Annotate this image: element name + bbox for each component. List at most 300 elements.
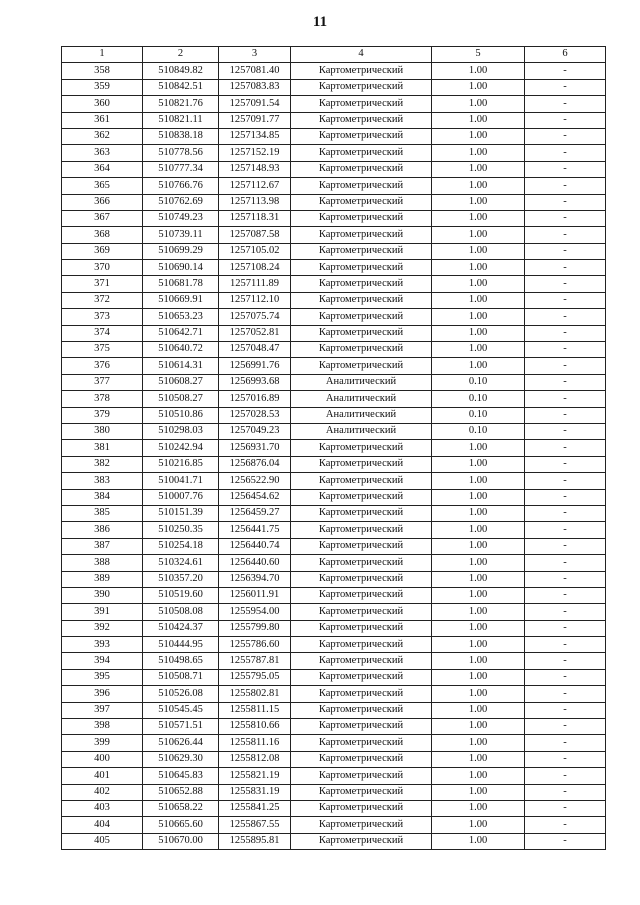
y-coordinate-cell: 1257016.89 [219,391,291,407]
point-number-cell: 402 [62,784,143,800]
description-cell: - [525,96,606,112]
accuracy-cell: 1.00 [432,538,525,554]
y-coordinate-cell: 1257087.58 [219,227,291,243]
table-row [62,178,606,194]
x-coordinate-cell: 510510.86 [143,407,219,423]
x-coordinate-cell: 510250.35 [143,522,219,538]
x-coordinate-cell: 510508.08 [143,604,219,620]
table-row [62,145,606,161]
table-body [62,63,606,850]
x-coordinate-cell: 510629.30 [143,751,219,767]
point-number-cell: 369 [62,243,143,259]
x-coordinate-cell: 510526.08 [143,686,219,702]
method-cell: Картометрический [291,800,432,816]
x-coordinate-cell: 510216.85 [143,456,219,472]
method-cell: Картометрический [291,653,432,669]
point-number-cell: 371 [62,276,143,292]
x-coordinate-cell: 510357.20 [143,571,219,587]
table-row [62,358,606,374]
method-cell: Картометрический [291,768,432,784]
accuracy-cell: 1.00 [432,178,525,194]
method-cell: Картометрический [291,719,432,735]
table-row [62,391,606,407]
point-number-cell: 358 [62,63,143,79]
accuracy-cell: 1.00 [432,128,525,144]
y-coordinate-cell: 1255787.81 [219,653,291,669]
x-coordinate-cell: 510298.03 [143,423,219,439]
table-row [62,473,606,489]
method-cell: Картометрический [291,260,432,276]
x-coordinate-cell: 510777.34 [143,161,219,177]
point-number-cell: 403 [62,800,143,816]
table-row [62,243,606,259]
method-cell: Картометрический [291,440,432,456]
point-number-cell: 360 [62,96,143,112]
point-number-cell: 405 [62,833,143,849]
accuracy-cell: 1.00 [432,342,525,358]
accuracy-cell: 0.10 [432,374,525,390]
accuracy-cell: 1.00 [432,456,525,472]
table-row [62,194,606,210]
table-row [62,587,606,603]
description-cell: - [525,719,606,735]
method-cell: Картометрический [291,833,432,849]
accuracy-cell: 1.00 [432,817,525,833]
table-row [62,800,606,816]
table-row [62,538,606,554]
y-coordinate-cell: 1255831.19 [219,784,291,800]
x-coordinate-cell: 510778.56 [143,145,219,161]
table-row [62,342,606,358]
accuracy-cell: 1.00 [432,325,525,341]
y-coordinate-cell: 1256440.74 [219,538,291,554]
table-row [62,79,606,95]
accuracy-cell: 0.10 [432,423,525,439]
table-row [62,768,606,784]
accuracy-cell: 1.00 [432,784,525,800]
method-cell: Картометрический [291,309,432,325]
method-cell: Картометрический [291,571,432,587]
accuracy-cell: 1.00 [432,620,525,636]
description-cell: - [525,128,606,144]
description-cell: - [525,456,606,472]
table-row [62,161,606,177]
y-coordinate-cell: 1257081.40 [219,63,291,79]
description-cell: - [525,440,606,456]
y-coordinate-cell: 1256876.04 [219,456,291,472]
point-number-cell: 385 [62,505,143,521]
y-coordinate-cell: 1255895.81 [219,833,291,849]
method-cell: Картометрический [291,325,432,341]
point-number-cell: 379 [62,407,143,423]
point-number-cell: 362 [62,128,143,144]
table-row [62,784,606,800]
x-coordinate-cell: 510652.88 [143,784,219,800]
accuracy-cell: 1.00 [432,79,525,95]
accuracy-cell: 1.00 [432,653,525,669]
accuracy-cell: 1.00 [432,473,525,489]
accuracy-cell: 1.00 [432,260,525,276]
x-coordinate-cell: 510842.51 [143,79,219,95]
y-coordinate-cell: 1257105.02 [219,243,291,259]
point-number-cell: 399 [62,735,143,751]
description-cell: - [525,669,606,685]
x-coordinate-cell: 510766.76 [143,178,219,194]
description-cell: - [525,194,606,210]
x-coordinate-cell: 510608.27 [143,374,219,390]
point-number-cell: 391 [62,604,143,620]
table-row [62,309,606,325]
description-cell: - [525,309,606,325]
point-number-cell: 376 [62,358,143,374]
y-coordinate-cell: 1257108.24 [219,260,291,276]
column-header: 5 [432,47,525,63]
table-row [62,440,606,456]
method-cell: Картометрический [291,276,432,292]
y-coordinate-cell: 1257113.98 [219,194,291,210]
x-coordinate-cell: 510681.78 [143,276,219,292]
accuracy-cell: 1.00 [432,161,525,177]
x-coordinate-cell: 510571.51 [143,719,219,735]
point-number-cell: 374 [62,325,143,341]
method-cell: Картометрический [291,227,432,243]
x-coordinate-cell: 510626.44 [143,735,219,751]
column-header: 3 [219,47,291,63]
y-coordinate-cell: 1257083.83 [219,79,291,95]
description-cell: - [525,145,606,161]
description-cell: - [525,522,606,538]
x-coordinate-cell: 510498.65 [143,653,219,669]
description-cell: - [525,178,606,194]
point-number-cell: 398 [62,719,143,735]
point-number-cell: 382 [62,456,143,472]
column-header: 2 [143,47,219,63]
description-cell: - [525,833,606,849]
description-cell: - [525,489,606,505]
x-coordinate-cell: 510849.82 [143,63,219,79]
x-coordinate-cell: 510640.72 [143,342,219,358]
accuracy-cell: 1.00 [432,276,525,292]
method-cell: Картометрический [291,751,432,767]
method-cell: Картометрический [291,194,432,210]
x-coordinate-cell: 510669.91 [143,292,219,308]
accuracy-cell: 1.00 [432,555,525,571]
table-row [62,751,606,767]
y-coordinate-cell: 1255810.66 [219,719,291,735]
y-coordinate-cell: 1255867.55 [219,817,291,833]
point-number-cell: 401 [62,768,143,784]
x-coordinate-cell: 510690.14 [143,260,219,276]
x-coordinate-cell: 510254.18 [143,538,219,554]
point-number-cell: 393 [62,637,143,653]
table-row [62,817,606,833]
y-coordinate-cell: 1256991.76 [219,358,291,374]
point-number-cell: 368 [62,227,143,243]
method-cell: Картометрический [291,702,432,718]
point-number-cell: 388 [62,555,143,571]
description-cell: - [525,210,606,226]
description-cell: - [525,735,606,751]
method-cell: Картометрический [291,456,432,472]
point-number-cell: 384 [62,489,143,505]
column-header: 6 [525,47,606,63]
table-row [62,374,606,390]
table-row [62,423,606,439]
method-cell: Картометрический [291,817,432,833]
table-row [62,637,606,653]
point-number-cell: 389 [62,571,143,587]
accuracy-cell: 1.00 [432,571,525,587]
accuracy-cell: 1.00 [432,63,525,79]
point-number-cell: 377 [62,374,143,390]
description-cell: - [525,79,606,95]
description-cell: - [525,374,606,390]
column-header: 4 [291,47,432,63]
x-coordinate-cell: 510444.95 [143,637,219,653]
description-cell: - [525,637,606,653]
table-row [62,128,606,144]
y-coordinate-cell: 1255799.80 [219,620,291,636]
description-cell: - [525,768,606,784]
method-cell: Картометрический [291,555,432,571]
accuracy-cell: 1.00 [432,292,525,308]
accuracy-cell: 1.00 [432,112,525,128]
y-coordinate-cell: 1257112.67 [219,178,291,194]
table-row [62,112,606,128]
point-number-cell: 363 [62,145,143,161]
y-coordinate-cell: 1255811.15 [219,702,291,718]
accuracy-cell: 1.00 [432,522,525,538]
method-cell: Аналитический [291,423,432,439]
method-cell: Картометрический [291,735,432,751]
method-cell: Картометрический [291,686,432,702]
table-row [62,604,606,620]
y-coordinate-cell: 1256011.91 [219,587,291,603]
method-cell: Картометрический [291,210,432,226]
point-number-cell: 367 [62,210,143,226]
y-coordinate-cell: 1256440.60 [219,555,291,571]
y-coordinate-cell: 1256931.70 [219,440,291,456]
method-cell: Аналитический [291,374,432,390]
x-coordinate-cell: 510665.60 [143,817,219,833]
description-cell: - [525,505,606,521]
x-coordinate-cell: 510642.71 [143,325,219,341]
accuracy-cell: 1.00 [432,587,525,603]
description-cell: - [525,243,606,259]
x-coordinate-cell: 510658.22 [143,800,219,816]
point-number-cell: 380 [62,423,143,439]
description-cell: - [525,227,606,243]
description-cell: - [525,751,606,767]
method-cell: Картометрический [291,178,432,194]
method-cell: Картометрический [291,128,432,144]
method-cell: Картометрический [291,292,432,308]
description-cell: - [525,112,606,128]
table-row [62,571,606,587]
table-row [62,63,606,79]
description-cell: - [525,571,606,587]
accuracy-cell: 1.00 [432,243,525,259]
description-cell: - [525,325,606,341]
x-coordinate-cell: 510762.69 [143,194,219,210]
description-cell: - [525,686,606,702]
method-cell: Картометрический [291,522,432,538]
y-coordinate-cell: 1255795.05 [219,669,291,685]
y-coordinate-cell: 1256441.75 [219,522,291,538]
table-row [62,325,606,341]
y-coordinate-cell: 1256522.90 [219,473,291,489]
point-number-cell: 359 [62,79,143,95]
description-cell: - [525,63,606,79]
method-cell: Картометрический [291,96,432,112]
accuracy-cell: 1.00 [432,358,525,374]
point-number-cell: 387 [62,538,143,554]
x-coordinate-cell: 510041.71 [143,473,219,489]
method-cell: Картометрический [291,538,432,554]
method-cell: Картометрический [291,637,432,653]
x-coordinate-cell: 510007.76 [143,489,219,505]
y-coordinate-cell: 1257091.54 [219,96,291,112]
table-row [62,719,606,735]
point-number-cell: 396 [62,686,143,702]
accuracy-cell: 1.00 [432,505,525,521]
description-cell: - [525,800,606,816]
column-header: 1 [62,47,143,63]
x-coordinate-cell: 510821.11 [143,112,219,128]
method-cell: Картометрический [291,79,432,95]
point-number-cell: 378 [62,391,143,407]
description-cell: - [525,817,606,833]
table-row [62,276,606,292]
y-coordinate-cell: 1257048.47 [219,342,291,358]
y-coordinate-cell: 1255821.19 [219,768,291,784]
table-row [62,260,606,276]
x-coordinate-cell: 510670.00 [143,833,219,849]
y-coordinate-cell: 1257118.31 [219,210,291,226]
method-cell: Картометрический [291,473,432,489]
x-coordinate-cell: 510739.11 [143,227,219,243]
x-coordinate-cell: 510821.76 [143,96,219,112]
table-row [62,735,606,751]
description-cell: - [525,702,606,718]
table-row [62,686,606,702]
x-coordinate-cell: 510545.45 [143,702,219,718]
point-number-cell: 392 [62,620,143,636]
point-number-cell: 370 [62,260,143,276]
method-cell: Картометрический [291,505,432,521]
point-number-cell: 390 [62,587,143,603]
y-coordinate-cell: 1257052.81 [219,325,291,341]
x-coordinate-cell: 510699.29 [143,243,219,259]
table-row [62,292,606,308]
table-row [62,505,606,521]
y-coordinate-cell: 1255802.81 [219,686,291,702]
y-coordinate-cell: 1257112.10 [219,292,291,308]
y-coordinate-cell: 1256394.70 [219,571,291,587]
x-coordinate-cell: 510508.71 [143,669,219,685]
description-cell: - [525,784,606,800]
method-cell: Картометрический [291,620,432,636]
y-coordinate-cell: 1257111.89 [219,276,291,292]
y-coordinate-cell: 1257091.77 [219,112,291,128]
method-cell: Аналитический [291,407,432,423]
method-cell: Картометрический [291,604,432,620]
x-coordinate-cell: 510151.39 [143,505,219,521]
accuracy-cell: 1.00 [432,669,525,685]
accuracy-cell: 1.00 [432,735,525,751]
point-number-cell: 386 [62,522,143,538]
y-coordinate-cell: 1257134.85 [219,128,291,144]
table-row [62,833,606,849]
accuracy-cell: 1.00 [432,309,525,325]
point-number-cell: 365 [62,178,143,194]
x-coordinate-cell: 510508.27 [143,391,219,407]
description-cell: - [525,260,606,276]
method-cell: Картометрический [291,358,432,374]
y-coordinate-cell: 1257152.19 [219,145,291,161]
accuracy-cell: 1.00 [432,702,525,718]
method-cell: Картометрический [291,112,432,128]
y-coordinate-cell: 1257148.93 [219,161,291,177]
x-coordinate-cell: 510324.61 [143,555,219,571]
accuracy-cell: 1.00 [432,833,525,849]
method-cell: Картометрический [291,669,432,685]
x-coordinate-cell: 510749.23 [143,210,219,226]
point-number-cell: 400 [62,751,143,767]
table-row [62,555,606,571]
accuracy-cell: 1.00 [432,751,525,767]
table-row [62,456,606,472]
point-number-cell: 375 [62,342,143,358]
accuracy-cell: 1.00 [432,604,525,620]
description-cell: - [525,342,606,358]
y-coordinate-cell: 1255954.00 [219,604,291,620]
point-number-cell: 395 [62,669,143,685]
description-cell: - [525,555,606,571]
x-coordinate-cell: 510653.23 [143,309,219,325]
table-row [62,620,606,636]
method-cell: Картометрический [291,161,432,177]
point-number-cell: 361 [62,112,143,128]
x-coordinate-cell: 510424.37 [143,620,219,636]
description-cell: - [525,620,606,636]
point-number-cell: 372 [62,292,143,308]
table-row [62,702,606,718]
accuracy-cell: 1.00 [432,96,525,112]
table-row [62,227,606,243]
x-coordinate-cell: 510519.60 [143,587,219,603]
y-coordinate-cell: 1257075.74 [219,309,291,325]
y-coordinate-cell: 1256459.27 [219,505,291,521]
accuracy-cell: 1.00 [432,227,525,243]
x-coordinate-cell: 510645.83 [143,768,219,784]
method-cell: Картометрический [291,63,432,79]
accuracy-cell: 1.00 [432,194,525,210]
description-cell: - [525,276,606,292]
method-cell: Картометрический [291,145,432,161]
accuracy-cell: 1.00 [432,768,525,784]
accuracy-cell: 1.00 [432,800,525,816]
method-cell: Картометрический [291,587,432,603]
table-row [62,96,606,112]
y-coordinate-cell: 1255811.16 [219,735,291,751]
table-row [62,522,606,538]
coordinates-table [61,46,606,850]
description-cell: - [525,292,606,308]
point-number-cell: 397 [62,702,143,718]
description-cell: - [525,391,606,407]
accuracy-cell: 0.10 [432,391,525,407]
